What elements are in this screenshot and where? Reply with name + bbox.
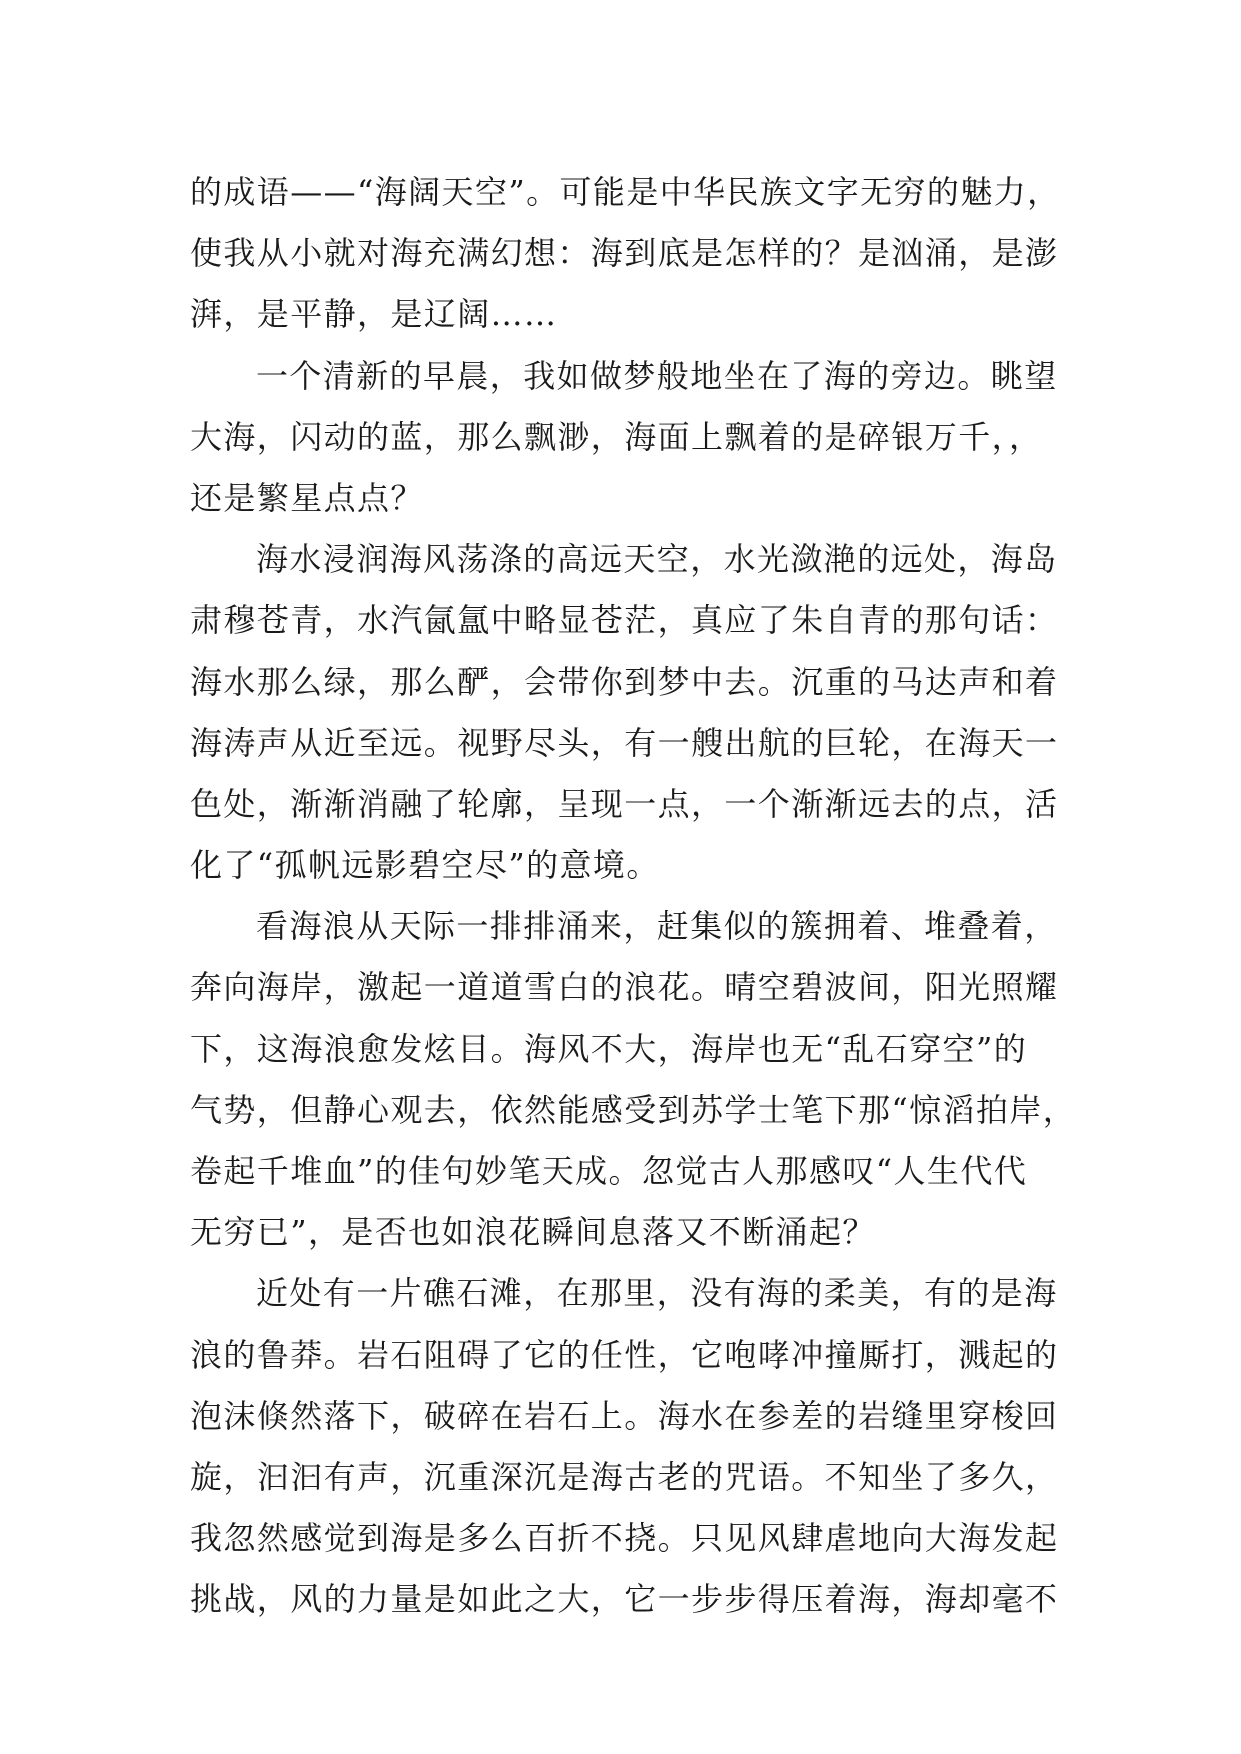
text-line: 海涛声从近至远。视野尽头，有一艘出航的巨轮，在海天一 — [190, 723, 1059, 762]
text-line: 海水浸润海风荡涤的高远天空，水光潋滟的远处，海岛 — [256, 540, 1058, 579]
text-line: 下，这海浪愈发炫目。海风不大，海岸也无“乱石穿空”的 — [190, 1029, 1028, 1068]
text-line: 湃，是平静，是辽阔…… — [190, 295, 558, 334]
paragraph-2 — [190, 346, 1060, 530]
text-line: 大海，闪动的蓝，那么飘渺，海面上飘着的是碎银万千，， — [190, 417, 1043, 456]
text-line: 使我从小就对海充满幻想：海到底是怎样的？是汹涌，是澎 — [190, 234, 1059, 273]
text-line: 旋，汩汩有声，沉重深沉是海古老的咒语。不知坐了多久， — [190, 1457, 1059, 1496]
text-line: 浪的鲁莽。岩石阻碍了它的任性，它咆哮冲撞厮打，溅起的 — [190, 1335, 1059, 1374]
text-line: 化了“孤帆远影碧空尽”的意境。 — [190, 846, 660, 885]
text-line: 挑战，风的力量是如此之大，它一步步得压着海，海却毫不 — [190, 1580, 1059, 1619]
paragraph-3 — [190, 529, 1060, 896]
text-line: 还是繁星点点？ — [190, 478, 424, 517]
text-line: 无穷已”，是否也如浪花瞬间息落又不断涌起？ — [190, 1213, 876, 1252]
text-line: 泡沫倏然落下，破碎在岩石上。海水在参差的岩缝里穿梭回 — [190, 1396, 1059, 1435]
text-line: 一个清新的早晨，我如做梦般地坐在了海的旁边。眺望 — [256, 356, 1058, 395]
text-line: 气势，但静心观去，依然能感受到苏学士笔下那“惊滔拍岸， — [190, 1090, 1077, 1129]
text-line: 近处有一片礁石滩，在那里，没有海的柔美，有的是海 — [256, 1274, 1058, 1313]
text-line: 的成语——“海阔天空”。可能是中华民族文字无穷的魅力， — [190, 173, 1061, 211]
text-line: 卷起千堆血”的佳句妙笔天成。忽觉古人那感叹“人生代代 — [190, 1152, 1028, 1190]
text-line: 色处，渐渐消融了轮廓，呈现一点，一个渐渐远去的点，活 — [190, 784, 1059, 823]
paragraph-4 — [190, 896, 1077, 1263]
text-line: 我忽然感觉到海是多么百折不挠。只见风肆虐地向大海发起 — [190, 1519, 1059, 1558]
text-line: 看海浪从天际一排排涌来，赶集似的簇拥着、堆叠着， — [256, 907, 1058, 946]
text-line: 奔向海岸，激起一道道雪白的浪花。晴空碧波间，阳光照耀 — [190, 968, 1059, 1007]
text-line: 肃穆苍青，水汽氤氲中略显苍茫，真应了朱自青的那句话： — [190, 601, 1059, 640]
text-line: 海水那么绿，那么酽，会带你到梦中去。沉重的马达声和着 — [190, 662, 1059, 701]
body-text — [190, 162, 1077, 1631]
paragraph-5 — [190, 1263, 1060, 1630]
paragraph-1 — [190, 162, 1060, 346]
